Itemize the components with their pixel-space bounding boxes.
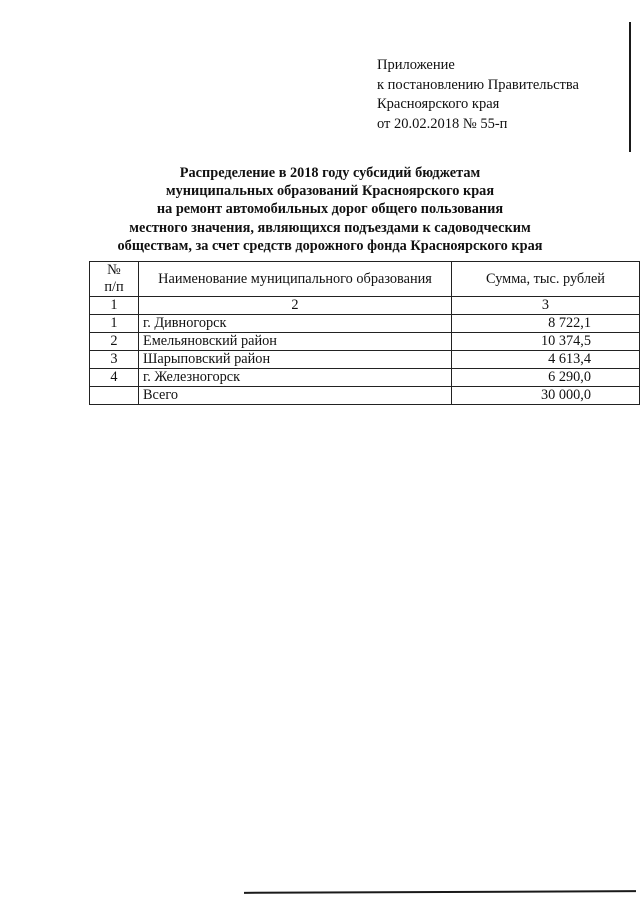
row-number: 2 [90, 333, 139, 351]
table-row [90, 351, 640, 369]
row-sum: 8 722,1 [452, 315, 640, 333]
subsidy-table [89, 261, 640, 405]
column-number: 2 [139, 297, 452, 315]
row-name: г. Дивногорск [139, 315, 452, 333]
total-sum: 30 000,0 [452, 387, 640, 405]
title-line: обществам, за счет средств дорожного фонда Красноярского края [117, 237, 543, 254]
row-number: 1 [90, 315, 139, 333]
table-row [90, 369, 640, 387]
table-row [90, 315, 640, 333]
scan-edge-right [629, 22, 631, 152]
title-line: муниципальных образований Красноярского края [165, 183, 495, 200]
table-row [90, 333, 640, 351]
title-line: Распределение в 2018 году субсидий бюджетам [179, 165, 481, 181]
title-line: местного значения, являющихся подъездами к садоводческим [129, 219, 531, 236]
row-number: 4 [90, 369, 139, 387]
appendix-line: от 20.02.2018 № 55-п [377, 115, 508, 132]
title-line: на ремонт автомобильных дорог общего пользования [156, 201, 504, 218]
header-sum: Сумма, тыс. рублей [452, 262, 640, 297]
column-number: 3 [452, 297, 640, 315]
row-number: 3 [90, 351, 139, 369]
appendix-block [377, 56, 579, 134]
row-name: Шарыповский район [139, 351, 452, 369]
appendix-line: Приложение [377, 57, 455, 73]
row-sum: 6 290,0 [452, 369, 640, 387]
column-number: 1 [90, 297, 139, 315]
column-number-row [90, 297, 640, 315]
table-header-row [90, 262, 640, 297]
total-row [90, 387, 640, 405]
total-label: Всего [139, 387, 452, 405]
scan-edge-bottom [244, 890, 636, 894]
header-number-line1: № [107, 262, 121, 278]
document-title [60, 164, 600, 255]
row-sum: 4 613,4 [452, 351, 640, 369]
appendix-line: к постановлению Правительства [377, 76, 579, 93]
total-number-cell [90, 387, 139, 405]
header-name: Наименование муниципального образования [139, 262, 452, 297]
row-name: г. Железногорск [139, 369, 452, 387]
row-sum: 10 374,5 [452, 333, 640, 351]
appendix-line: Красноярского края [377, 96, 500, 112]
header-number-line2: п/п [104, 279, 124, 295]
row-name: Емельяновский район [139, 333, 452, 351]
header-number [90, 262, 139, 297]
